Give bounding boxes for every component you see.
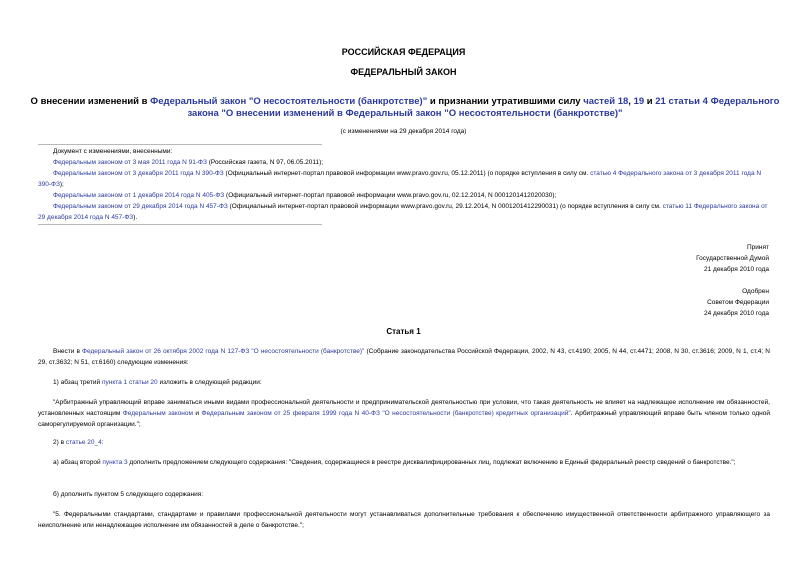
title-text-4: и [644,96,656,107]
p2-text-b: изложить в следующей редакции: [157,379,262,386]
country-heading: РОССИЙСКАЯ ФЕДЕРАЦИЯ [341,47,466,57]
p4-link-art20-4[interactable]: статье 20_4 [65,439,102,446]
amendment-item-1 [38,157,772,168]
amendment-link-457fz-art11[interactable]: статью 11 Федерального закона от 29 декабря 2014 года N 457-ФЗ [38,203,768,221]
amendment-text-1: (Российская газета, N 97, 06.05.2011); [206,159,324,166]
adopted-date: 21 декабря 2010 года [703,266,769,273]
adopted-duma-block [696,242,769,275]
p1-text-a: Внести в [53,348,83,355]
amendment-end-4: ). [133,214,138,221]
adopted-label: Принят [746,244,769,251]
title-text-2: и признании утратившими силу [427,96,584,107]
title-link-bankruptcy-law[interactable]: Федеральный закон "О несостоятельности (банкротстве)" [150,96,428,107]
amendment-item-4 [38,201,772,223]
paragraph-item-2b: б) дополнить пунктом 5 следующего содержания: [53,491,204,498]
amendment-end-2: ); [59,181,64,188]
amendment-link-390fz-art4[interactable]: статью 4 Федерального закона от 3 декабря 2011 года N 390-ФЗ [38,170,762,188]
paragraph-intro [38,346,770,368]
p3-text-c: . Арбитражный управляющий вправе быть членом только одной саморегулируемой организации."; [38,410,770,428]
amendment-link-91fz[interactable]: Федеральным законом от 3 мая 2011 года N 91-ФЗ [53,159,207,166]
p2-text-a: 1) абзац третий [53,379,102,386]
paragraph-item-2a [38,457,770,468]
document-title [30,96,780,120]
article-heading: Статья 1 [386,327,421,336]
amendment-link-457fz[interactable]: Федеральным законом от 29 декабря 2014 года N 457-ФЗ [53,203,228,210]
p1-text-b: (Собрание законодательства Российской Федерации, 2002, N 43, ст.4190; 2005, N 44, ст.4471; 2008, N 30, ст.3616; 2009, N 1, ст.4; N 29, ст.3632; N 51, ст.6160) следующие изменения: [38,348,770,366]
paragraph-item-1 [38,377,770,388]
p4-text-a: 2) в [53,439,66,446]
p3-text-b: и [192,410,202,417]
amendment-text-4: (Официальный интернет-портал правовой информации www.pravo.gov.ru, 29.12.2014, N 0001201412290031) (о порядке вступления в силу см. [227,203,663,210]
paragraph-quote-2: "5. Федеральными стандартами, стандартами и правилами профессиональной деятельности могут устанавливаться дополнительные требования к обеспечению имущественной ответственности арбитражного управляющего за неисполнение или ненадлежащее исполнение им обязанностей в деле о банкротстве."; [38,511,770,529]
approved-body: Советом Федерации [707,299,769,306]
revision-note: (с изменениями на 29 декабря 2014 года) [340,128,467,135]
divider-bottom [38,224,322,225]
p5-text-a: а) абзац второй [53,459,103,466]
amendment-link-405fz[interactable]: Федеральным законом от 1 декабря 2014 года N 405-ФЗ [53,192,225,199]
title-link-part-18[interactable]: частей 18 [583,96,629,107]
approved-council-block [704,286,769,319]
adopted-body: Государственной Думой [696,255,769,262]
p3-text-a: "Арбитражный управляющий вправе заниматься иными видами профессиональной деятельности и предпринимательской деятельностью при условии, что такая деятельность не влияет на надлежащее исполнение им обязанностей, установленных настоящим [38,399,770,417]
amendment-text-3: (Официальный интернет-портал правовой информации www.pravo.gov.ru, 02.12.2014, N 0001201412020030); [224,192,557,199]
approved-date: 24 декабря 2010 года [703,310,769,317]
approved-label: Одобрен [742,288,769,295]
amendment-text-2: (Официальный интернет-портал правовой информации www.pravo.gov.ru, 05.12.2011) (о порядке вступления в силу см. [223,170,591,177]
amendments-block [38,146,772,223]
title-link-article-4[interactable]: 21 статьи 4 Федерального закона "О внесении изменений в Федеральный закон "О несостоятельности (банкротстве)" [187,96,780,119]
title-text-3: , [628,96,634,107]
p5-link-point3[interactable]: пункта 3 [102,459,128,466]
amendments-intro: Документ с изменениями, внесенными: [53,148,173,155]
p1-link-law-127fz[interactable]: Федеральный закон от 26 октября 2002 года N 127-ФЗ "О несостоятельности (банкротстве)" [82,348,365,355]
p2-link-art20[interactable]: пункта 1 статьи 20 [101,379,158,386]
p5-text-b: дополнить предложением следующего содержания: "Сведения, содержащиеся в реестре дисквалифицированных лиц, подлежат включению в Единый федеральный реестр сведений о банкротстве."; [127,459,736,466]
paragraph-item-2 [38,437,770,448]
law-type-heading: ФЕДЕРАЛЬНЫЙ ЗАКОН [350,67,457,77]
p4-text-b: : [101,439,104,446]
amendment-item-3 [38,190,772,201]
p3-link-40fz[interactable]: Федеральным законом от 25 февраля 1999 года N 40-ФЗ "О несостоятельности (банкротстве) кредитных организаций" [201,410,571,417]
title-text-1: О внесении изменений в [30,96,151,107]
divider-top [38,144,322,145]
amendment-item-2 [38,168,772,190]
p3-link-fz[interactable]: Федеральным законом [122,410,193,417]
amendment-link-390fz[interactable]: Федеральным законом от 3 декабря 2011 года N 390-ФЗ [53,170,224,177]
paragraph-quote-1 [38,397,770,430]
title-link-part-19[interactable]: 19 [633,96,645,107]
